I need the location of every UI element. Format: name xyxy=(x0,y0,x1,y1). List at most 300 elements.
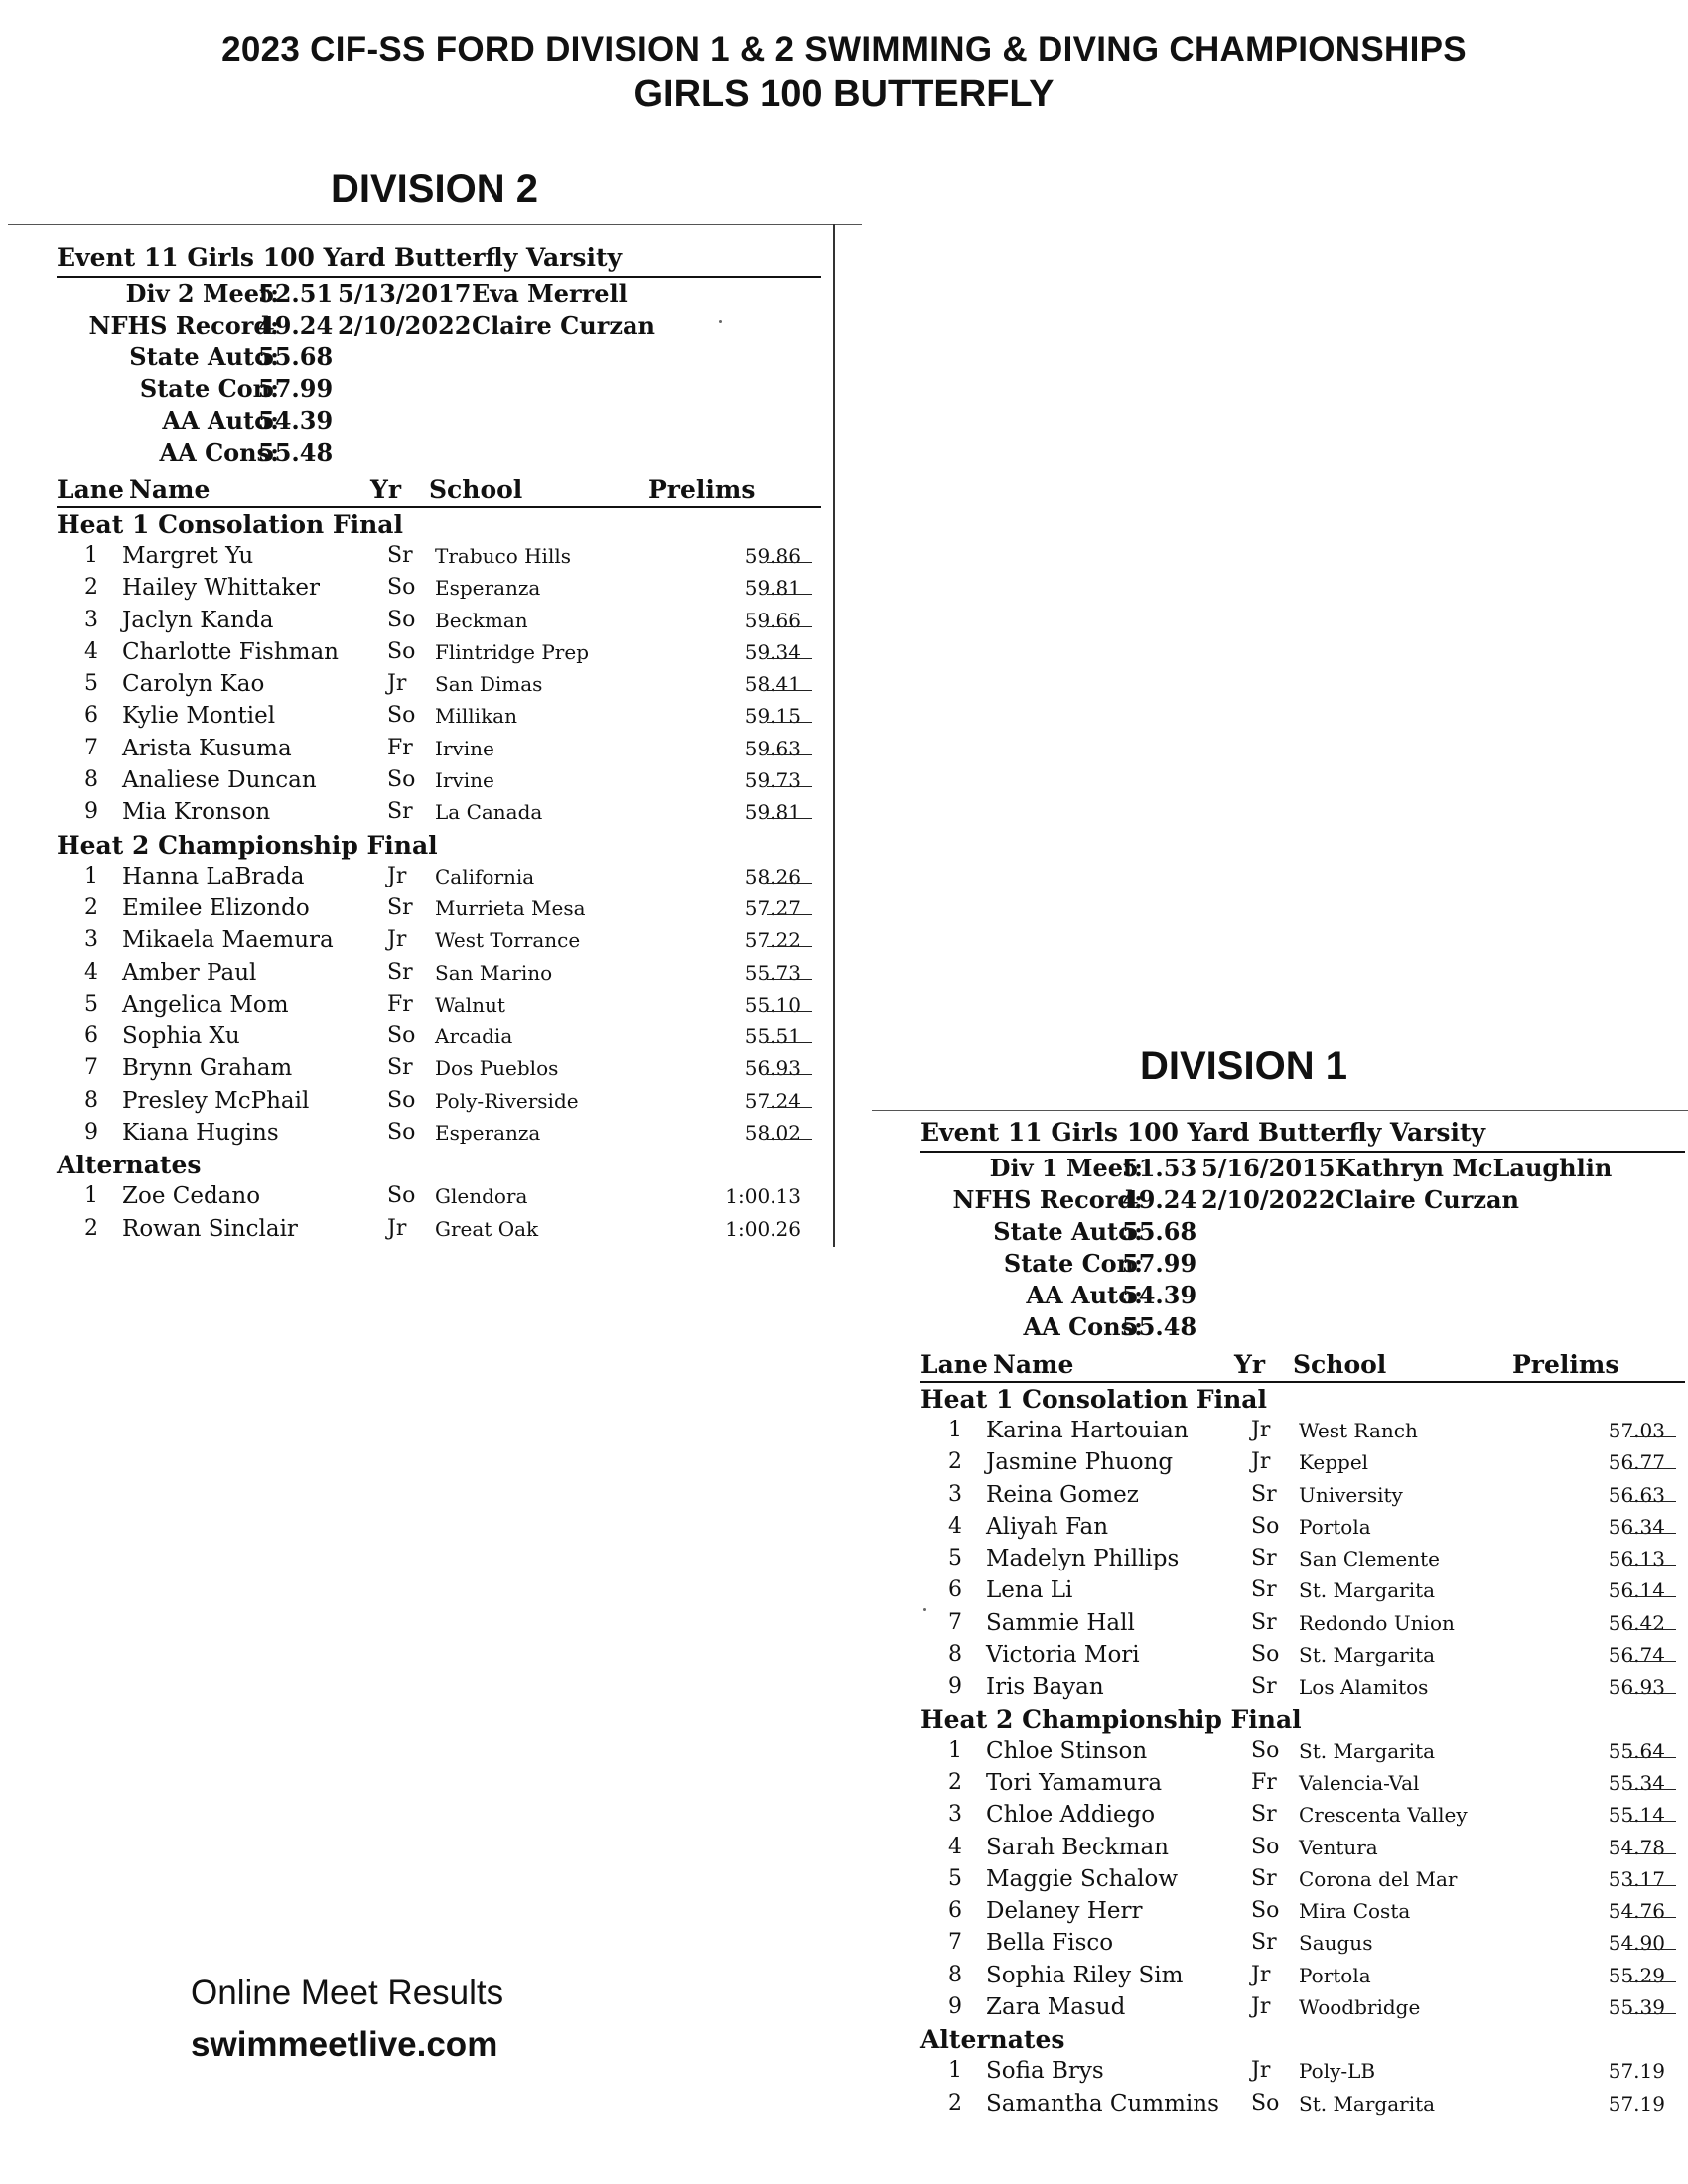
swimmer-name: Arista Kusuma xyxy=(122,735,292,761)
school-name: St. Margarita xyxy=(1299,1578,1436,1603)
swimmer-name: Delaney Herr xyxy=(986,1898,1143,1925)
swimmer-name: Madelyn Phillips xyxy=(986,1546,1180,1572)
prelim-time: 59.73 xyxy=(744,768,801,793)
prelim-time: 55.34 xyxy=(1608,1770,1665,1795)
school-name: Beckman xyxy=(435,608,528,632)
school-name: Redondo Union xyxy=(1299,1610,1455,1635)
heat-2-row xyxy=(920,1991,1688,2023)
swimmer-name: Sarah Beckman xyxy=(986,1834,1169,1860)
swimmer-name: Sofia Brys xyxy=(986,2058,1104,2085)
record-row xyxy=(920,1311,1688,1343)
heat-1-row xyxy=(920,1639,1688,1671)
record-holder: Claire Curzan xyxy=(1336,1185,1519,1214)
lane-number: 1 xyxy=(948,1737,962,1763)
swimmer-year: So xyxy=(387,1087,416,1113)
prelim-time: 57.19 xyxy=(1608,2091,1665,2116)
swimmer-year: Sr xyxy=(1251,1481,1277,1507)
record-label: NFHS Record: xyxy=(952,1185,1143,1214)
final-time-blank xyxy=(767,979,812,980)
swimmer-name: Karina Hartouian xyxy=(986,1418,1189,1443)
lane-number: 8 xyxy=(948,1642,962,1668)
record-value: 51.53 xyxy=(1122,1154,1197,1182)
lane-number: 3 xyxy=(948,1481,962,1507)
swimmer-year: So xyxy=(1251,1642,1280,1668)
school-name: Woodbridge xyxy=(1299,1995,1421,2020)
lane-number: 6 xyxy=(948,1898,962,1924)
swimmer-year: Sr xyxy=(1251,1609,1277,1635)
heat-1-row xyxy=(920,1415,1688,1446)
heat-1-row xyxy=(57,733,871,764)
swimmer-year: So xyxy=(387,1024,416,1049)
final-time-blank xyxy=(1630,1565,1676,1566)
heat-1-row xyxy=(57,700,871,732)
swimmer-year: So xyxy=(387,1120,416,1146)
school-name: Trabuco Hills xyxy=(435,544,572,568)
school-name: Poly-LB xyxy=(1299,2059,1376,2084)
prelim-time: 1:00.26 xyxy=(725,1216,801,1241)
final-time-blank xyxy=(767,946,812,947)
lane-number: 4 xyxy=(84,638,98,664)
swimmer-name: Amber Paul xyxy=(122,959,257,986)
swimmer-year: So xyxy=(387,607,416,632)
heat-1-title: Heat 1 Consolation Final xyxy=(57,510,403,539)
lane-number: 1 xyxy=(948,1418,962,1442)
alternate-row xyxy=(57,1213,871,1245)
final-time-blank xyxy=(767,1107,812,1108)
heat-2-row xyxy=(920,1767,1688,1799)
swimmer-name: Bella Fisco xyxy=(986,1930,1114,1957)
record-value: 49.24 xyxy=(258,311,334,340)
heat-1-row xyxy=(920,1543,1688,1574)
final-time-blank xyxy=(1630,2013,1676,2014)
record-label: State Con: xyxy=(1003,1249,1143,1278)
swimmer-year: Sr xyxy=(1251,1865,1277,1891)
final-time-blank xyxy=(1630,1629,1676,1630)
prelim-time: 58.26 xyxy=(744,864,801,888)
record-value: 54.39 xyxy=(258,406,334,435)
record-row xyxy=(57,405,871,437)
scan-speck xyxy=(719,320,722,323)
lane-number: 7 xyxy=(948,1609,962,1635)
prelim-time: 54.76 xyxy=(1608,1899,1665,1924)
lane-number: 8 xyxy=(948,1962,962,1987)
swimmer-name: Carolyn Kao xyxy=(122,671,265,698)
record-label: AA Cons: xyxy=(159,438,279,467)
lane-number: 3 xyxy=(84,927,98,953)
event-title: Event 11 Girls 100 Yard Butterfly Varsity xyxy=(57,243,623,272)
prelim-time: 56.34 xyxy=(1608,1514,1665,1539)
heat-1-row xyxy=(920,1671,1688,1703)
lane-number: 2 xyxy=(948,1449,962,1475)
final-time-blank xyxy=(1630,1468,1676,1469)
heat-2-row xyxy=(920,1799,1688,1831)
lane-number: 7 xyxy=(84,735,98,760)
final-time-blank xyxy=(767,690,812,691)
lane-number: 2 xyxy=(84,575,98,601)
swimmer-name: Hanna LaBrada xyxy=(122,863,305,889)
swimmer-year: So xyxy=(387,638,416,664)
swimmer-year: Fr xyxy=(387,991,413,1017)
heat-2-row xyxy=(57,1117,871,1149)
final-time-blank xyxy=(1630,1596,1676,1597)
prelim-time: 57.03 xyxy=(1608,1419,1665,1442)
prelim-time: 57.24 xyxy=(744,1088,801,1113)
swimmer-year: Jr xyxy=(387,863,407,888)
heat-2-row xyxy=(57,861,871,892)
heat-2-row xyxy=(57,1085,871,1117)
swimmer-name: Angelica Mom xyxy=(122,991,289,1018)
record-label: State Auto: xyxy=(129,342,279,371)
record-label: Div 1 Meet: xyxy=(989,1154,1143,1182)
swimmer-year: So xyxy=(1251,1834,1280,1859)
school-name: Esperanza xyxy=(435,576,541,601)
swimmer-name: Victoria Mori xyxy=(986,1642,1140,1669)
record-label: State Con: xyxy=(139,374,279,403)
alternate-row xyxy=(920,2055,1688,2087)
swimmer-name: Mikaela Maemura xyxy=(122,927,334,954)
final-time-blank xyxy=(1630,1533,1676,1534)
record-value: 49.24 xyxy=(1122,1185,1197,1214)
prelim-time: 1:00.13 xyxy=(725,1184,801,1209)
swimmer-name: Reina Gomez xyxy=(986,1481,1139,1508)
record-row xyxy=(57,341,871,373)
lane-number: 6 xyxy=(948,1577,962,1603)
heat-1-row xyxy=(920,1511,1688,1543)
heat-2-row xyxy=(57,924,871,956)
division-1-top-rule xyxy=(872,1110,1688,1111)
final-time-blank xyxy=(1630,1661,1676,1662)
prelim-time: 55.64 xyxy=(1608,1738,1665,1763)
alternate-title: Alternates xyxy=(57,1151,202,1180)
column-header-prelims: Prelims xyxy=(648,476,756,504)
lane-number: 1 xyxy=(84,1183,98,1209)
alternate-row xyxy=(57,1180,871,1212)
column-header-prelims: Prelims xyxy=(1512,1350,1619,1379)
lane-number: 9 xyxy=(948,1994,962,2020)
lane-number: 2 xyxy=(84,894,98,920)
swimmer-year: So xyxy=(387,575,416,601)
lane-number: 5 xyxy=(948,1546,962,1571)
final-time-blank xyxy=(767,883,812,884)
final-time-blank xyxy=(1630,1917,1676,1918)
column-header-name: Name xyxy=(129,476,211,504)
alternate-row xyxy=(920,2088,1688,2119)
heat-1-title: Heat 1 Consolation Final xyxy=(920,1385,1267,1414)
swimmer-name: Maggie Schalow xyxy=(986,1865,1179,1892)
column-header-yr: Yr xyxy=(370,476,402,504)
school-name: Ventura xyxy=(1299,1835,1378,1859)
column-header-row xyxy=(920,1347,1688,1381)
record-row xyxy=(57,437,871,469)
swimmer-year: So xyxy=(387,1183,416,1209)
prelim-time: 55.73 xyxy=(744,960,801,985)
lane-number: 2 xyxy=(948,2090,962,2116)
lane-number: 5 xyxy=(948,1865,962,1891)
final-time-blank xyxy=(1630,1436,1676,1437)
lane-number: 4 xyxy=(948,1513,962,1539)
school-name: San Dimas xyxy=(435,672,543,697)
school-name: West Torrance xyxy=(435,928,581,953)
scan-speck xyxy=(923,1608,926,1611)
prelim-time: 59.86 xyxy=(744,544,801,568)
heat-1-row xyxy=(920,1479,1688,1511)
final-time-blank xyxy=(767,594,812,595)
column-header-school: School xyxy=(1293,1350,1387,1379)
swimmer-name: Charlotte Fishman xyxy=(122,638,339,665)
school-name: Murrieta Mesa xyxy=(435,895,586,920)
swimmer-name: Jaclyn Kanda xyxy=(122,607,274,633)
school-name: Irvine xyxy=(435,768,494,793)
prelim-time: 56.93 xyxy=(1608,1675,1665,1700)
final-time-blank xyxy=(1630,1501,1676,1502)
record-row xyxy=(920,1248,1688,1280)
record-row xyxy=(57,310,871,341)
final-time-blank xyxy=(767,1139,812,1140)
record-label: AA Cons: xyxy=(1023,1312,1143,1341)
prelim-time: 57.22 xyxy=(744,928,801,953)
lane-number: 6 xyxy=(84,1024,98,1049)
record-holder: Kathryn McLaughlin xyxy=(1336,1154,1613,1182)
school-name: Walnut xyxy=(435,992,505,1017)
record-label: AA Auto: xyxy=(1026,1281,1143,1309)
prelim-time: 53.17 xyxy=(1608,1866,1665,1891)
record-value: 57.99 xyxy=(1122,1249,1197,1278)
school-name: San Clemente xyxy=(1299,1547,1440,1571)
record-row xyxy=(920,1153,1688,1184)
record-row xyxy=(920,1280,1688,1311)
online-results-label: Online Meet Results xyxy=(191,1974,504,2012)
swimmer-year: Jr xyxy=(1251,1994,1271,2020)
final-time-blank xyxy=(767,626,812,627)
final-time-blank xyxy=(1630,1693,1676,1694)
swimmer-year: Jr xyxy=(1251,2058,1271,2084)
final-time-blank xyxy=(1630,1757,1676,1758)
lane-number: 9 xyxy=(84,1120,98,1146)
prelim-time: 54.78 xyxy=(1608,1835,1665,1859)
heat-2-row xyxy=(920,1863,1688,1895)
heat-2-row xyxy=(920,1960,1688,1991)
school-name: St. Margarita xyxy=(1299,1643,1436,1668)
swimmer-year: Sr xyxy=(1251,1577,1277,1603)
record-holder: Eva Merrell xyxy=(472,279,628,308)
lane-number: 5 xyxy=(84,671,98,697)
division-1-heading: DIVISION 1 xyxy=(1140,1044,1347,1088)
record-date: 5/16/2015 xyxy=(1201,1154,1336,1182)
heat-2-row xyxy=(57,1021,871,1052)
swimmer-year: Sr xyxy=(1251,1546,1277,1571)
heat-2-row xyxy=(920,1927,1688,1959)
column-header-row xyxy=(57,473,871,506)
record-value: 57.99 xyxy=(258,374,334,403)
heat-2-row xyxy=(920,1735,1688,1767)
column-header-yr: Yr xyxy=(1234,1350,1266,1379)
prelim-time: 57.19 xyxy=(1608,2059,1665,2084)
swimmer-name: Mia Kronson xyxy=(122,799,271,826)
final-time-blank xyxy=(767,786,812,787)
swimmer-name: Chloe Addiego xyxy=(986,1802,1156,1829)
swimmer-year: So xyxy=(1251,1737,1280,1763)
lane-number: 8 xyxy=(84,1087,98,1113)
record-label: Div 2 Meet: xyxy=(125,279,279,308)
final-time-blank xyxy=(767,914,812,915)
record-row xyxy=(57,278,871,310)
swimmer-year: So xyxy=(387,703,416,729)
prelim-time: 55.29 xyxy=(1608,1963,1665,1987)
swimmer-year: So xyxy=(387,767,416,793)
swimmer-year: Sr xyxy=(387,1055,413,1081)
swimmer-name: Zoe Cedano xyxy=(122,1183,261,1210)
swimmer-year: So xyxy=(1251,1513,1280,1539)
school-name: La Canada xyxy=(435,800,543,825)
record-value: 55.48 xyxy=(1122,1312,1197,1341)
event-title: Event 11 Girls 100 Yard Butterfly Varsity xyxy=(920,1118,1486,1147)
division-2-heading: DIVISION 2 xyxy=(331,167,538,210)
swimmer-name: Margret Yu xyxy=(122,543,254,569)
heat-2-row xyxy=(920,1832,1688,1863)
prelim-time: 55.39 xyxy=(1608,1995,1665,2020)
swimmer-year: Sr xyxy=(1251,1802,1277,1828)
lane-number: 8 xyxy=(84,767,98,793)
swimmer-year: Sr xyxy=(387,543,413,568)
record-holder: Claire Curzan xyxy=(472,311,655,340)
prelim-time: 56.74 xyxy=(1608,1643,1665,1668)
school-name: Millikan xyxy=(435,704,517,729)
final-time-blank xyxy=(767,1074,812,1075)
lane-number: 5 xyxy=(84,991,98,1017)
lane-number: 3 xyxy=(948,1802,962,1828)
heat-1-row xyxy=(920,1574,1688,1606)
prelim-time: 56.63 xyxy=(1608,1482,1665,1507)
swimmer-name: Hailey Whittaker xyxy=(122,575,320,602)
heat-2-row xyxy=(57,989,871,1021)
prelim-time: 59.15 xyxy=(744,704,801,729)
heat-2-row xyxy=(57,892,871,924)
school-name: Arcadia xyxy=(435,1024,513,1049)
school-name: Valencia-Val xyxy=(1299,1770,1420,1795)
column-header-school: School xyxy=(429,476,523,504)
swimmer-year: Fr xyxy=(387,735,413,760)
swimmer-name: Chloe Stinson xyxy=(986,1737,1148,1764)
prelim-time: 55.14 xyxy=(1608,1803,1665,1828)
prelim-time: 55.51 xyxy=(744,1024,801,1049)
prelim-time: 55.10 xyxy=(744,992,801,1017)
lane-number: 2 xyxy=(948,1769,962,1795)
final-time-blank xyxy=(767,1042,812,1043)
record-row xyxy=(920,1184,1688,1216)
prelim-time: 56.93 xyxy=(744,1056,801,1081)
final-time-blank xyxy=(767,722,812,723)
heat-1-row xyxy=(57,764,871,796)
division-1-results xyxy=(920,1117,1688,2119)
swimmer-year: Fr xyxy=(1251,1769,1277,1795)
swimmer-year: Sr xyxy=(1251,1674,1277,1700)
school-name: Keppel xyxy=(1299,1450,1369,1475)
prelim-time: 59.66 xyxy=(744,608,801,632)
lane-number: 2 xyxy=(84,1215,98,1241)
heat-1-row xyxy=(57,605,871,636)
record-row xyxy=(57,373,871,405)
division-2-results xyxy=(57,242,871,1245)
prelim-time: 59.34 xyxy=(744,639,801,664)
record-label: AA Auto: xyxy=(162,406,279,435)
swimmer-year: Jr xyxy=(387,671,407,697)
record-row xyxy=(920,1216,1688,1248)
lane-number: 9 xyxy=(84,799,98,825)
swimmer-year: Sr xyxy=(1251,1930,1277,1956)
final-time-blank xyxy=(1630,1949,1676,1950)
school-name: West Ranch xyxy=(1299,1419,1418,1442)
swimmer-name: Lena Li xyxy=(986,1577,1073,1604)
lane-number: 3 xyxy=(84,607,98,632)
prelim-time: 56.77 xyxy=(1608,1450,1665,1475)
swimmer-name: Samantha Cummins xyxy=(986,2090,1219,2116)
swimmer-year: Sr xyxy=(387,799,413,825)
heat-2-title: Heat 2 Championship Final xyxy=(57,830,438,860)
swimmer-name: Aliyah Fan xyxy=(986,1513,1109,1540)
lane-number: 1 xyxy=(84,543,98,568)
heat-1-row xyxy=(57,668,871,700)
website-url: swimmeetlive.com xyxy=(191,2025,498,2064)
final-time-blank xyxy=(767,754,812,755)
division-2-top-rule xyxy=(8,224,862,225)
swimmer-year: Jr xyxy=(387,927,407,953)
school-name: Portola xyxy=(1299,1963,1371,1987)
swimmer-year: So xyxy=(1251,1898,1280,1924)
school-name: Crescenta Valley xyxy=(1299,1803,1468,1828)
lane-number: 1 xyxy=(948,2058,962,2084)
school-name: Portola xyxy=(1299,1514,1371,1539)
final-time-blank xyxy=(767,1011,812,1012)
swimmer-year: Sr xyxy=(387,894,413,920)
school-name: Flintridge Prep xyxy=(435,639,589,664)
swimmer-name: Iris Bayan xyxy=(986,1674,1104,1701)
swimmer-year: Jr xyxy=(387,1215,407,1241)
heat-1-row xyxy=(920,1607,1688,1639)
final-time-blank xyxy=(1630,1981,1676,1982)
swimmer-name: Kylie Montiel xyxy=(122,703,276,730)
swimmer-name: Sophia Xu xyxy=(122,1024,240,1050)
swimmer-name: Brynn Graham xyxy=(122,1055,293,1082)
swimmer-name: Jasmine Phuong xyxy=(986,1449,1174,1476)
lane-number: 4 xyxy=(948,1834,962,1859)
heat-2-title: Heat 2 Championship Final xyxy=(920,1705,1302,1734)
alternate-title: Alternates xyxy=(920,2025,1065,2055)
record-value: 55.48 xyxy=(258,438,334,467)
school-name: Great Oak xyxy=(435,1216,539,1241)
heat-2-row xyxy=(57,1052,871,1084)
swimmer-name: Emilee Elizondo xyxy=(122,894,310,921)
school-name: Corona del Mar xyxy=(1299,1866,1458,1891)
school-name: Saugus xyxy=(1299,1931,1373,1956)
school-name: Mira Costa xyxy=(1299,1899,1411,1924)
lane-number: 6 xyxy=(84,703,98,729)
event-title: GIRLS 100 BUTTERFLY xyxy=(633,73,1055,115)
heat-1-row xyxy=(57,540,871,572)
school-name: Glendora xyxy=(435,1184,528,1209)
heat-1-row xyxy=(920,1446,1688,1478)
swimmer-year: Sr xyxy=(387,959,413,985)
prelim-time: 58.41 xyxy=(744,672,801,697)
final-time-blank xyxy=(767,562,812,563)
swimmer-year: Jr xyxy=(1251,1449,1271,1475)
record-date: 2/10/2022 xyxy=(338,311,472,340)
record-value: 55.68 xyxy=(258,342,334,371)
lane-number: 7 xyxy=(948,1930,962,1956)
swimmer-year: Jr xyxy=(1251,1418,1271,1442)
final-time-blank xyxy=(767,658,812,659)
heat-2-row xyxy=(57,957,871,989)
school-name: St. Margarita xyxy=(1299,2091,1436,2116)
